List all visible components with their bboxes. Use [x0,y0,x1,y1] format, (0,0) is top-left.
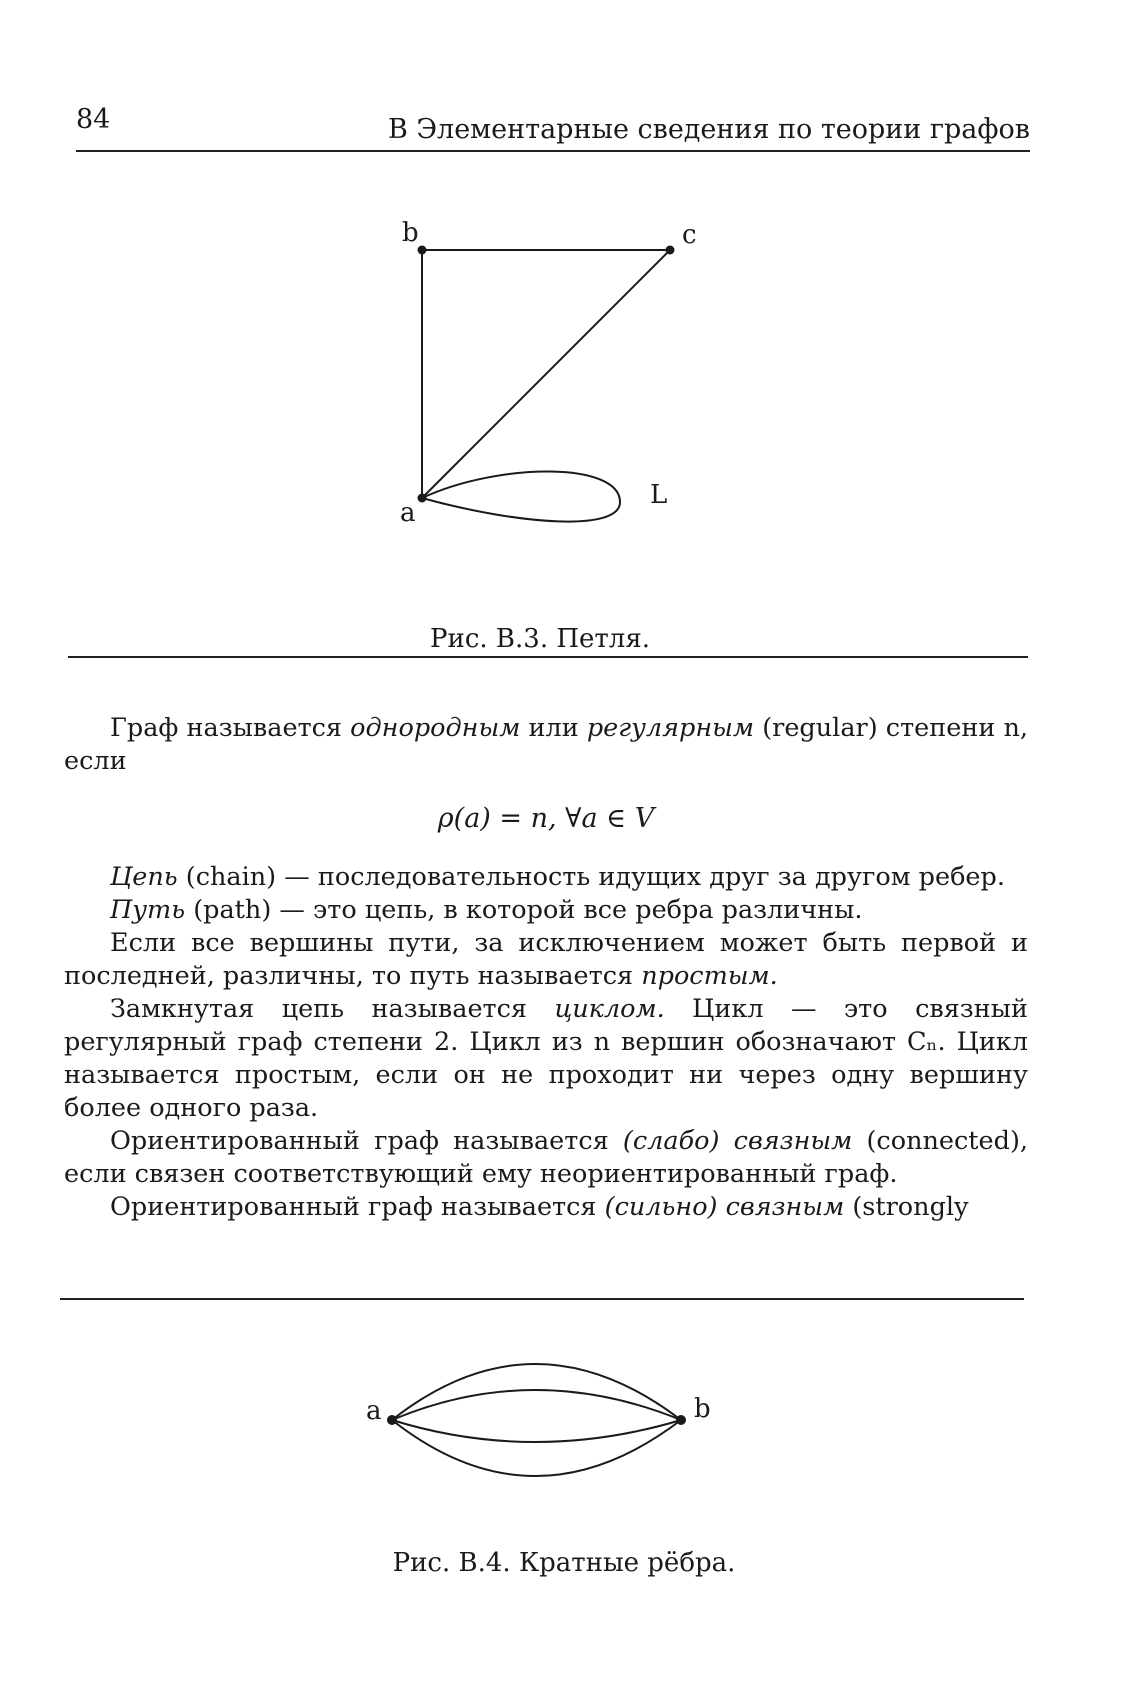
multi-edge-svg [0,1340,1148,1540]
degree-formula: ρ(a) = n, ∀a ∈ V [437,803,655,834]
vertex-b [418,246,427,255]
vertex-c [666,246,675,255]
term-strongly-connected: (сильно) связным [604,1192,845,1222]
paragraph-cycle: Замкнутая цепь называется циклом. Цикл — это связный регулярный граф степени 2. Цикл из n вершин обозначают Cₙ. Цикл называется простым, если он не проходит ни через одну вершину более одного раза. [64,994,1028,1123]
vertex-label-c: c [682,220,697,250]
paragraph-path: Путь (path) — это цепь, в которой все ребра различны. [110,895,863,925]
figure-b3-rule [68,656,1028,658]
loop-edge-L [422,471,620,521]
edge-a-b-2 [392,1390,681,1420]
vertex-label-a: a [400,498,416,528]
vertex-a [418,494,427,503]
vertex-a [387,1415,397,1425]
term-simple: простым. [641,961,778,991]
edge-a-c [422,250,670,498]
figure-b3-caption: Рис. B.3. Петля. [430,624,650,654]
figure-loop-graph [0,0,1148,600]
edge-a-b-3 [392,1420,681,1442]
paragraph-chain: Цепь (chain) — последовательность идущих друг за другом ребер. [110,862,1005,892]
term-weakly-connected: (слабо) связным [622,1126,853,1156]
page-number: 84 [76,104,111,135]
paragraph-regular-graph: Граф называется однородным или регулярным (regular) степени n, если [64,713,1029,776]
term-path: Путь [110,895,186,925]
edge-a-b-1 [392,1364,681,1420]
vertex-label-b: b [402,218,419,248]
vertex-label-a: a [366,1396,382,1426]
running-title: B Элементарные сведения по теории графов [387,114,1030,145]
paragraph-weakly-connected: Ориентированный граф называется (слабо) связным (connected), если связен соответствующий ему неориентированный граф. [64,1126,1029,1189]
body-text [64,712,1028,1224]
term-regular: регулярным [586,713,755,743]
loop-label-L: L [650,480,668,510]
paragraph-strongly-connected: Ориентированный граф называется (сильно) связным (strongly [110,1192,969,1222]
edge-a-b-4 [392,1420,681,1476]
paragraph-simple-path: Если все вершины пути, за исключением может быть первой и последней, различны, то путь называется простым. [64,928,1028,991]
figure-b4-top-rule [60,1298,1024,1300]
figure-b4-caption: Рис. B.4. Кратные рёбра. [392,1548,736,1578]
figure-multiple-edges [0,1340,1148,1540]
vertex-label-b: b [694,1394,711,1424]
term-cycle: циклом. [554,994,665,1024]
vertex-b [676,1415,686,1425]
term-chain: Цепь [110,862,178,892]
loop-graph-svg [0,0,1148,600]
term-homogeneous: однородным [350,713,521,743]
